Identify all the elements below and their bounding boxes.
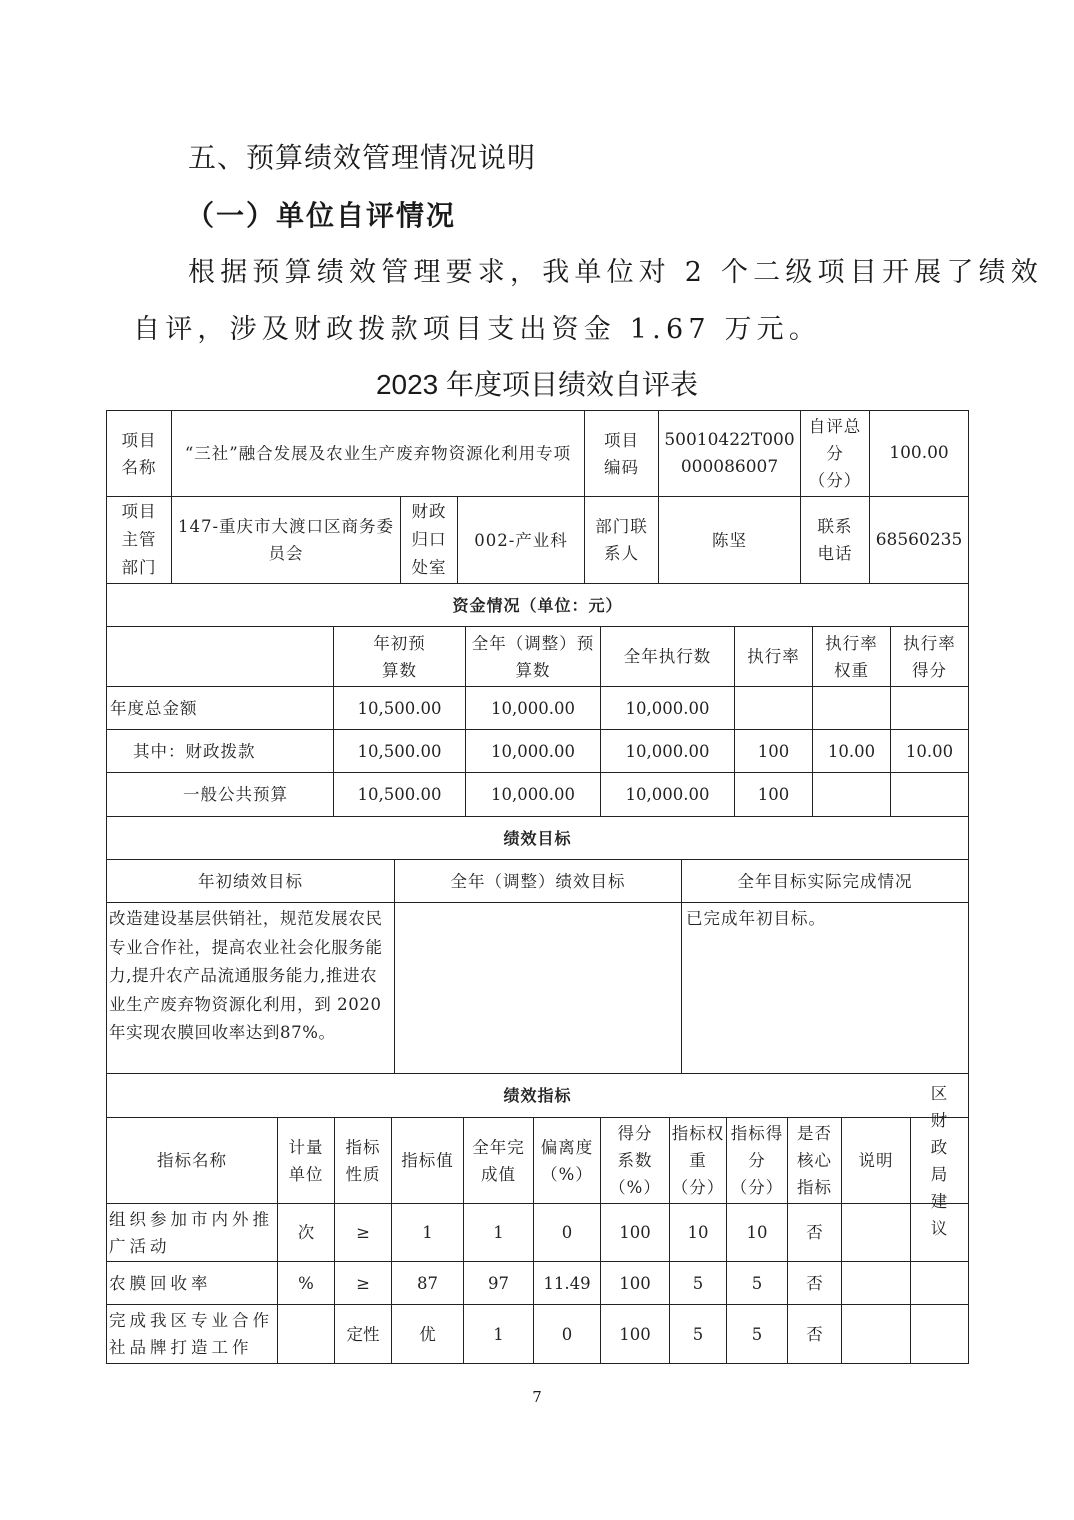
- indicator-score: 10: [726, 1203, 788, 1262]
- indicator-score: 5: [726, 1304, 788, 1364]
- goals-actual-text: 已完成年初目标。: [681, 902, 969, 1074]
- indicator-header-deviation: 偏离度（%）: [533, 1117, 601, 1204]
- indicator-completed: 1: [463, 1304, 534, 1364]
- subsection-heading: （一）单位自评情况: [186, 199, 457, 232]
- indicator-nature: ≥: [334, 1203, 392, 1262]
- indicator-unit: %: [277, 1261, 335, 1305]
- paragraph-line-2: 自评，涉及财政拨款项目支出资金 1.67 万元。: [133, 314, 822, 345]
- funds-row-executed: 10,000.00: [600, 686, 735, 730]
- indicator-deviation: 0: [533, 1304, 601, 1364]
- funds-row-adjusted: 10,000.00: [465, 729, 601, 773]
- indicator-completed: 1: [463, 1203, 534, 1262]
- finance-office-label: 财政归口处室: [400, 496, 458, 584]
- funds-row-initial: 10,500.00: [333, 686, 466, 730]
- indicator-weight: 5: [669, 1304, 727, 1364]
- funds-row-adjusted: 10,000.00: [465, 772, 601, 817]
- indicator-value: 优: [391, 1304, 464, 1364]
- funds-header-rate: 执行率: [734, 626, 813, 687]
- indicators-section-title: 绩效指标: [106, 1073, 969, 1118]
- indicator-deviation: 0: [533, 1203, 601, 1262]
- indicator-suggestion: [910, 1261, 969, 1305]
- goals-header-adjusted: 全年（调整）绩效目标: [394, 859, 682, 903]
- funds-row-weight: [812, 686, 891, 730]
- indicator-coefficient: 100: [600, 1203, 670, 1262]
- table-title: 2023 年度项目绩效自评表: [375, 369, 699, 400]
- funds-row-adjusted: 10,000.00: [465, 686, 601, 730]
- funds-header-executed: 全年执行数: [600, 626, 735, 687]
- indicator-value: 1: [391, 1203, 464, 1262]
- contact: 陈坚: [658, 496, 801, 584]
- funds-row-label: 其中：财政拨款: [106, 729, 334, 773]
- self-score: 100.00: [869, 410, 969, 497]
- indicator-header-completed: 全年完成值: [463, 1117, 534, 1204]
- project-code: 50010422T000000086007: [658, 410, 801, 497]
- project-code-label: 项目编码: [584, 410, 659, 497]
- paragraph-line-1: 根据预算绩效管理要求，我单位对 2 个二级项目开展了绩效: [188, 257, 1043, 288]
- indicator-weight: 10: [669, 1203, 727, 1262]
- indicator-completed: 97: [463, 1261, 534, 1305]
- funds-header-initial: 年初预算数: [333, 626, 466, 687]
- indicator-header-note: 说明: [841, 1117, 911, 1204]
- funds-row-executed: 10,000.00: [600, 729, 735, 773]
- funds-row-score: [890, 772, 969, 817]
- phone: 68560235: [869, 496, 969, 584]
- page-number: 7: [532, 1388, 542, 1406]
- indicator-header-name: 指标名称: [106, 1117, 278, 1204]
- indicator-coefficient: 100: [600, 1261, 670, 1305]
- indicator-value: 87: [391, 1261, 464, 1305]
- indicator-coefficient: 100: [600, 1304, 670, 1364]
- indicator-unit: [277, 1304, 335, 1364]
- indicator-core: 否: [787, 1203, 842, 1262]
- indicator-header-coefficient: 得分系数（%）: [600, 1117, 670, 1204]
- funds-row-rate: [734, 686, 813, 730]
- funds-row-weight: 10.00: [812, 729, 891, 773]
- indicator-weight: 5: [669, 1261, 727, 1305]
- indicator-header-value: 指标值: [391, 1117, 464, 1204]
- indicator-header-nature: 指标性质: [334, 1117, 392, 1204]
- indicator-nature: 定性: [334, 1304, 392, 1364]
- indicator-name: 组织参加市内外推广活动: [106, 1203, 278, 1262]
- funds-row-executed: 10,000.00: [600, 772, 735, 817]
- indicator-score: 5: [726, 1261, 788, 1305]
- goals-header-initial: 年初绩效目标: [106, 859, 395, 903]
- indicator-note: [841, 1203, 911, 1262]
- funds-row-label: 年度总金额: [106, 686, 334, 730]
- indicator-unit: 次: [277, 1203, 335, 1262]
- indicator-header-suggestion: 区财政局建议: [910, 1117, 969, 1204]
- indicator-header-weight: 指标权重（分）: [669, 1117, 727, 1204]
- funds-header-adjusted: 全年（调整）预算数: [465, 626, 601, 687]
- funds-row-initial: 10,500.00: [333, 772, 466, 817]
- goals-header-actual: 全年目标实际完成情况: [681, 859, 969, 903]
- dept: 147-重庆市大渡口区商务委员会: [171, 496, 401, 584]
- funds-header-empty: [106, 626, 334, 687]
- section-heading: 五、预算绩效管理情况说明: [188, 141, 537, 174]
- funds-header-score: 执行率得分: [890, 626, 969, 687]
- indicator-core: 否: [787, 1304, 842, 1364]
- phone-label: 联系电话: [800, 496, 870, 584]
- indicator-name: 农膜回收率: [106, 1261, 278, 1305]
- goals-section-title: 绩效目标: [106, 816, 969, 860]
- indicator-header-core: 是否核心指标: [787, 1117, 842, 1204]
- score-label: 自评总分（分）: [800, 410, 870, 497]
- funds-row-label: 一般公共预算: [106, 772, 334, 817]
- funds-row-initial: 10,500.00: [333, 729, 466, 773]
- finance-office: 002-产业科: [457, 496, 585, 584]
- funds-row-rate: 100: [734, 772, 813, 817]
- indicator-note: [841, 1261, 911, 1305]
- indicator-note: [841, 1304, 911, 1364]
- funds-row-weight: [812, 772, 891, 817]
- project-name-label: 项目名称: [106, 410, 172, 497]
- indicator-suggestion: [910, 1203, 969, 1262]
- indicator-deviation: 11.49: [533, 1261, 601, 1305]
- funds-header-weight: 执行率权重: [812, 626, 891, 687]
- indicator-core: 否: [787, 1261, 842, 1305]
- funds-section-title: 资金情况（单位：元）: [106, 583, 969, 627]
- goals-initial-text: 改造建设基层供销社，规范发展农民专业合作社，提高农业社会化服务能力,提升农产品流通服务能力,推进农业生产废弃物资源化利用，到 2020 年实现农膜回收率达到87%。: [106, 902, 395, 1074]
- dept-label: 项目主管部门: [106, 496, 172, 584]
- funds-row-rate: 100: [734, 729, 813, 773]
- goals-adjusted-text: [394, 902, 682, 1074]
- indicator-suggestion: [910, 1304, 969, 1364]
- indicator-header-score: 指标得分（分）: [726, 1117, 788, 1204]
- funds-row-score: [890, 686, 969, 730]
- indicator-name: 完成我区专业合作社品牌打造工作: [106, 1304, 278, 1364]
- indicator-nature: ≥: [334, 1261, 392, 1305]
- project-name: “三社”融合发展及农业生产废弃物资源化利用专项: [171, 410, 585, 497]
- contact-label: 部门联系人: [584, 496, 659, 584]
- indicator-header-unit: 计量单位: [277, 1117, 335, 1204]
- funds-row-score: 10.00: [890, 729, 969, 773]
